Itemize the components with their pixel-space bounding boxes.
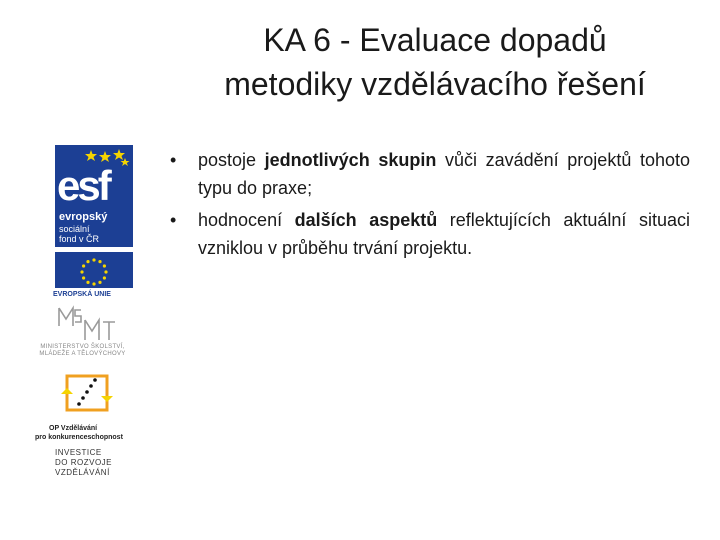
bullet-item-2	[168, 206, 690, 262]
investice-text-3: VZDĚLÁVÁNÍ	[55, 468, 110, 477]
title-line-2: metodiky vzdělávacího řešení	[224, 66, 646, 102]
bullet-marker: •	[170, 150, 177, 170]
eu-flag	[55, 252, 133, 288]
bullet-1-part-2: jednotlivých skupin	[264, 150, 437, 170]
op-text-1: OP Vzdělávání	[49, 425, 98, 432]
bullet-1-part-3: vůči zavádění projektů tohoto typu do praxe;	[198, 150, 691, 198]
esf-text-2a: sociální	[59, 224, 90, 234]
bullet-list	[168, 146, 690, 266]
esf-logo	[55, 145, 133, 247]
msmt-text	[25, 344, 140, 358]
bullet-marker: •	[170, 210, 177, 230]
eu-stars-icon	[55, 252, 133, 288]
bullet-2-part-3: reflektujících aktuální situaci vzniklou v průběhu trvání projektu.	[198, 210, 691, 258]
op-logo-icon	[59, 370, 119, 420]
bullet-1-part-1: postoje	[198, 150, 265, 170]
op-text	[35, 424, 145, 442]
op-text-2: pro konkurenceschopnost	[35, 434, 123, 441]
bullet-2-part-1: hodnocení	[198, 210, 295, 230]
esf-text-2	[59, 224, 99, 244]
investice-text-2: DO ROZVOJE	[55, 458, 113, 467]
esf-text-1: evropský	[59, 211, 108, 223]
bullet-item-1	[168, 146, 690, 202]
investice-text	[55, 448, 135, 478]
esf-text-2b: fond v ČR	[59, 234, 100, 244]
slide-title	[175, 18, 695, 106]
esf-letters: esf	[57, 162, 109, 209]
investice-text-1: INVESTICE	[55, 448, 102, 457]
logo-column	[25, 140, 140, 490]
msmt-text-2: MLÁDEŽE A TĚLOVÝCHOVY	[39, 351, 126, 357]
title-line-1: KA 6 - Evaluace dopadů	[263, 22, 607, 58]
eu-label: EVROPSKÁ UNIE	[53, 291, 111, 298]
msmt-text-1: MINISTERSTVO ŠKOLSTVÍ,	[40, 344, 125, 350]
bullet-2-part-2: dalších aspektů	[294, 210, 438, 230]
